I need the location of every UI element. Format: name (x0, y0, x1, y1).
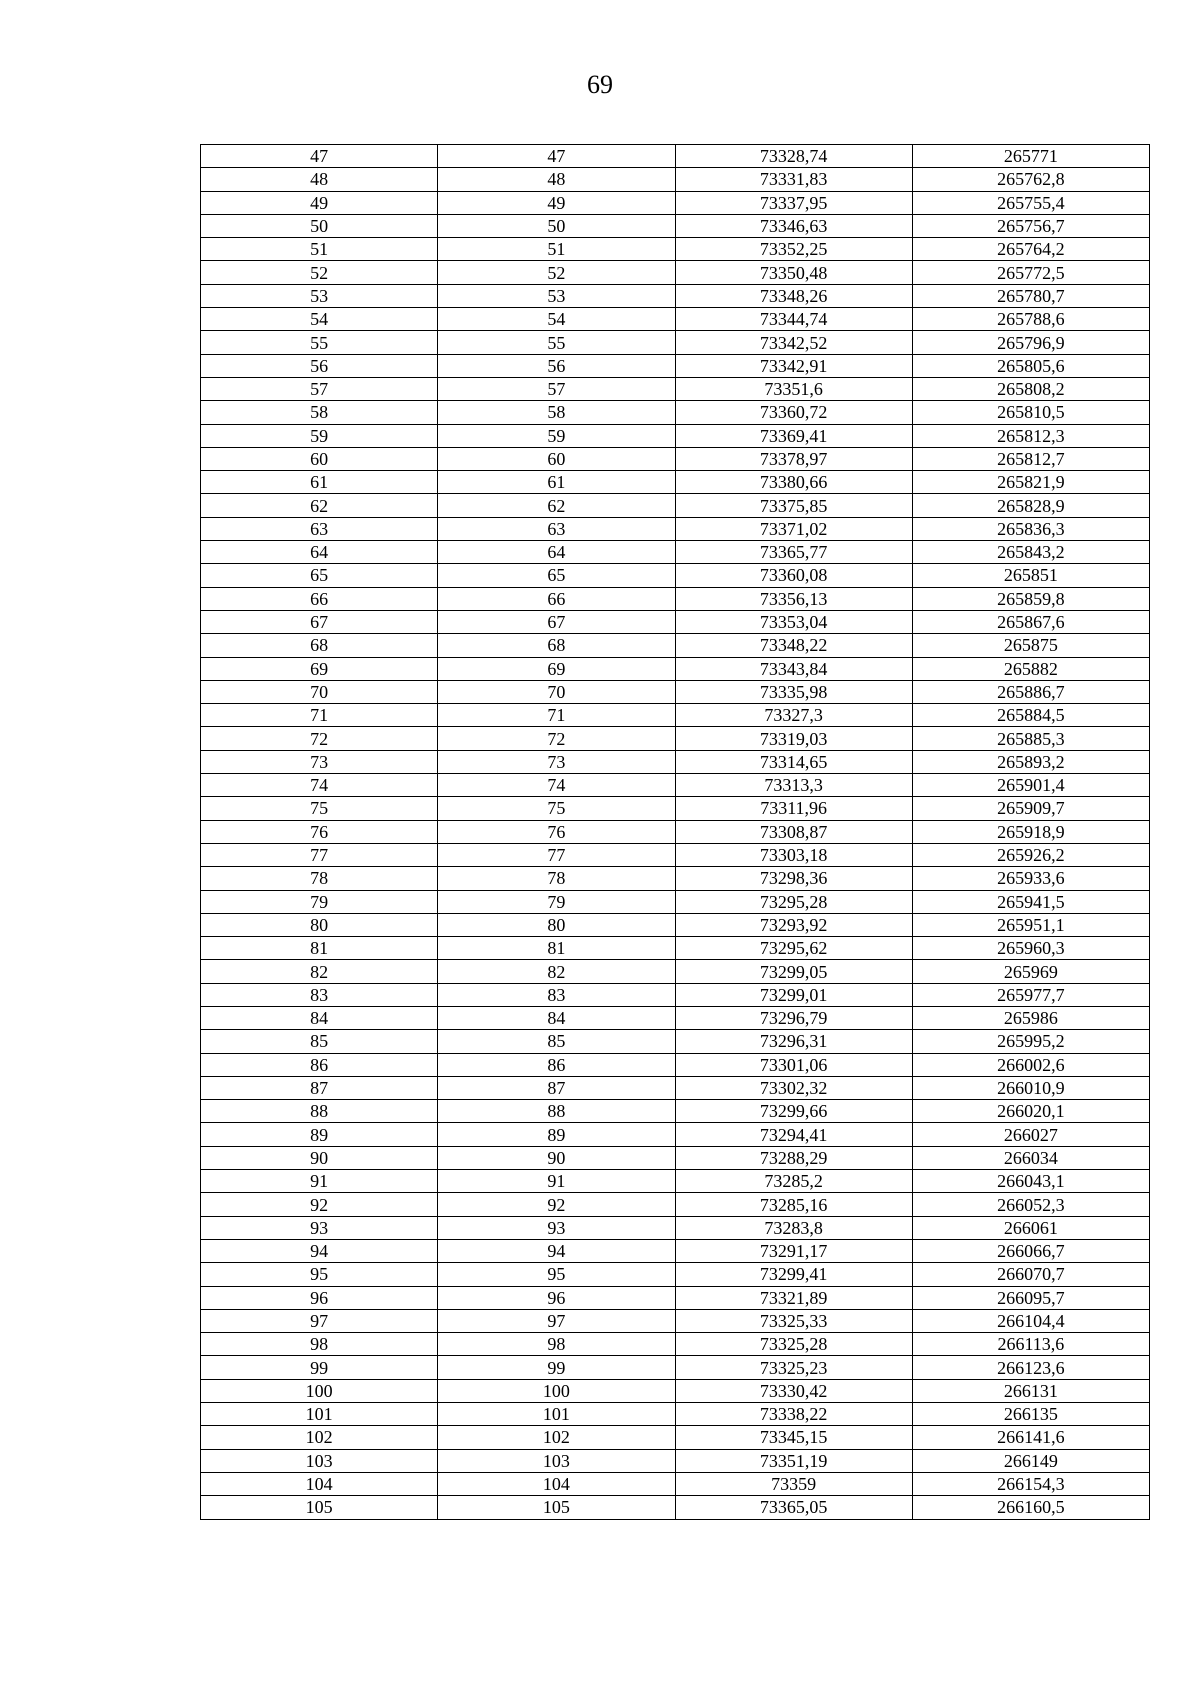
point-index-cell: 84 (438, 1006, 675, 1029)
point-number-cell: 54 (201, 308, 438, 331)
point-index-cell: 53 (438, 284, 675, 307)
x-coordinate-cell: 73369,41 (675, 424, 912, 447)
y-coordinate-cell: 265969 (912, 960, 1149, 983)
table-row (201, 960, 1150, 983)
point-number-cell: 66 (201, 587, 438, 610)
x-coordinate-cell: 73325,23 (675, 1356, 912, 1379)
point-index-cell: 80 (438, 913, 675, 936)
point-number-cell: 55 (201, 331, 438, 354)
table-row (201, 494, 1150, 517)
table-row (201, 1053, 1150, 1076)
table-row (201, 610, 1150, 633)
point-number-cell: 51 (201, 238, 438, 261)
point-number-cell: 88 (201, 1100, 438, 1123)
x-coordinate-cell: 73352,25 (675, 238, 912, 261)
point-number-cell: 64 (201, 541, 438, 564)
point-index-cell: 62 (438, 494, 675, 517)
point-index-cell: 100 (438, 1379, 675, 1402)
y-coordinate-cell: 265843,2 (912, 541, 1149, 564)
point-number-cell: 85 (201, 1030, 438, 1053)
point-number-cell: 48 (201, 168, 438, 191)
point-index-cell: 73 (438, 750, 675, 773)
point-index-cell: 104 (438, 1472, 675, 1495)
point-number-cell: 65 (201, 564, 438, 587)
y-coordinate-cell: 265836,3 (912, 517, 1149, 540)
y-coordinate-cell: 266141,6 (912, 1426, 1149, 1449)
x-coordinate-cell: 73325,33 (675, 1309, 912, 1332)
point-index-cell: 95 (438, 1263, 675, 1286)
y-coordinate-cell: 266020,1 (912, 1100, 1149, 1123)
point-number-cell: 81 (201, 937, 438, 960)
point-index-cell: 83 (438, 983, 675, 1006)
table-row (201, 284, 1150, 307)
point-number-cell: 47 (201, 145, 438, 168)
table-row (201, 1263, 1150, 1286)
point-number-cell: 68 (201, 634, 438, 657)
point-number-cell: 82 (201, 960, 438, 983)
table-row (201, 471, 1150, 494)
point-index-cell: 82 (438, 960, 675, 983)
point-number-cell: 99 (201, 1356, 438, 1379)
point-index-cell: 47 (438, 145, 675, 168)
point-number-cell: 71 (201, 704, 438, 727)
x-coordinate-cell: 73351,6 (675, 377, 912, 400)
y-coordinate-cell: 266135 (912, 1403, 1149, 1426)
table-row (201, 890, 1150, 913)
x-coordinate-cell: 73353,04 (675, 610, 912, 633)
point-index-cell: 87 (438, 1076, 675, 1099)
table-row (201, 1239, 1150, 1262)
table-row (201, 913, 1150, 936)
x-coordinate-cell: 73294,41 (675, 1123, 912, 1146)
point-index-cell: 93 (438, 1216, 675, 1239)
point-index-cell: 78 (438, 867, 675, 890)
y-coordinate-cell: 265796,9 (912, 331, 1149, 354)
x-coordinate-cell: 73288,29 (675, 1146, 912, 1169)
point-number-cell: 50 (201, 214, 438, 237)
x-coordinate-cell: 73285,16 (675, 1193, 912, 1216)
x-coordinate-cell: 73375,85 (675, 494, 912, 517)
table-row (201, 680, 1150, 703)
table-row (201, 331, 1150, 354)
y-coordinate-cell: 265762,8 (912, 168, 1149, 191)
x-coordinate-cell: 73283,8 (675, 1216, 912, 1239)
x-coordinate-cell: 73311,96 (675, 797, 912, 820)
y-coordinate-cell: 265933,6 (912, 867, 1149, 890)
table-row (201, 1100, 1150, 1123)
y-coordinate-cell: 265882 (912, 657, 1149, 680)
point-index-cell: 52 (438, 261, 675, 284)
x-coordinate-cell: 73360,08 (675, 564, 912, 587)
point-number-cell: 60 (201, 447, 438, 470)
y-coordinate-cell: 265893,2 (912, 750, 1149, 773)
point-number-cell: 72 (201, 727, 438, 750)
table-row (201, 774, 1150, 797)
table-row (201, 1123, 1150, 1146)
point-index-cell: 89 (438, 1123, 675, 1146)
x-coordinate-cell: 73346,63 (675, 214, 912, 237)
table-row (201, 937, 1150, 960)
y-coordinate-cell: 265995,2 (912, 1030, 1149, 1053)
point-number-cell: 105 (201, 1496, 438, 1519)
x-coordinate-cell: 73321,89 (675, 1286, 912, 1309)
table-row (201, 1216, 1150, 1239)
table-row (201, 1379, 1150, 1402)
y-coordinate-cell: 265805,6 (912, 354, 1149, 377)
table-row (201, 1403, 1150, 1426)
y-coordinate-cell: 265828,9 (912, 494, 1149, 517)
y-coordinate-cell: 265780,7 (912, 284, 1149, 307)
y-coordinate-cell: 265875 (912, 634, 1149, 657)
x-coordinate-cell: 73298,36 (675, 867, 912, 890)
y-coordinate-cell: 266070,7 (912, 1263, 1149, 1286)
y-coordinate-cell: 265771 (912, 145, 1149, 168)
point-number-cell: 86 (201, 1053, 438, 1076)
x-coordinate-cell: 73299,01 (675, 983, 912, 1006)
y-coordinate-cell: 266061 (912, 1216, 1149, 1239)
x-coordinate-cell: 73299,41 (675, 1263, 912, 1286)
point-number-cell: 59 (201, 424, 438, 447)
point-number-cell: 63 (201, 517, 438, 540)
point-number-cell: 49 (201, 191, 438, 214)
point-index-cell: 91 (438, 1170, 675, 1193)
point-index-cell: 86 (438, 1053, 675, 1076)
table-row (201, 1472, 1150, 1495)
y-coordinate-cell: 265756,7 (912, 214, 1149, 237)
x-coordinate-cell: 73380,66 (675, 471, 912, 494)
x-coordinate-cell: 73285,2 (675, 1170, 912, 1193)
table-row (201, 867, 1150, 890)
y-coordinate-cell: 266104,4 (912, 1309, 1149, 1332)
y-coordinate-cell: 266066,7 (912, 1239, 1149, 1262)
y-coordinate-cell: 266160,5 (912, 1496, 1149, 1519)
y-coordinate-cell: 265812,3 (912, 424, 1149, 447)
point-number-cell: 75 (201, 797, 438, 820)
x-coordinate-cell: 73308,87 (675, 820, 912, 843)
coordinates-table (200, 144, 1150, 1520)
y-coordinate-cell: 266123,6 (912, 1356, 1149, 1379)
point-index-cell: 88 (438, 1100, 675, 1123)
y-coordinate-cell: 265960,3 (912, 937, 1149, 960)
point-index-cell: 67 (438, 610, 675, 633)
y-coordinate-cell: 266043,1 (912, 1170, 1149, 1193)
x-coordinate-cell: 73314,65 (675, 750, 912, 773)
y-coordinate-cell: 265884,5 (912, 704, 1149, 727)
x-coordinate-cell: 73319,03 (675, 727, 912, 750)
table-row (201, 1006, 1150, 1029)
table-row (201, 1076, 1150, 1099)
table-row (201, 750, 1150, 773)
x-coordinate-cell: 73378,97 (675, 447, 912, 470)
point-index-cell: 55 (438, 331, 675, 354)
table-row (201, 308, 1150, 331)
x-coordinate-cell: 73371,02 (675, 517, 912, 540)
point-index-cell: 70 (438, 680, 675, 703)
point-number-cell: 77 (201, 843, 438, 866)
y-coordinate-cell: 266149 (912, 1449, 1149, 1472)
x-coordinate-cell: 73342,52 (675, 331, 912, 354)
point-number-cell: 83 (201, 983, 438, 1006)
table-row (201, 517, 1150, 540)
point-number-cell: 101 (201, 1403, 438, 1426)
x-coordinate-cell: 73313,3 (675, 774, 912, 797)
point-number-cell: 102 (201, 1426, 438, 1449)
table-row (201, 1170, 1150, 1193)
point-index-cell: 71 (438, 704, 675, 727)
table-row (201, 401, 1150, 424)
y-coordinate-cell: 266002,6 (912, 1053, 1149, 1076)
y-coordinate-cell: 266095,7 (912, 1286, 1149, 1309)
table-row (201, 1496, 1150, 1519)
table-row (201, 1333, 1150, 1356)
x-coordinate-cell: 73351,19 (675, 1449, 912, 1472)
point-index-cell: 72 (438, 727, 675, 750)
y-coordinate-cell: 265951,1 (912, 913, 1149, 936)
y-coordinate-cell: 265772,5 (912, 261, 1149, 284)
point-index-cell: 64 (438, 541, 675, 564)
y-coordinate-cell: 265941,5 (912, 890, 1149, 913)
point-index-cell: 61 (438, 471, 675, 494)
point-number-cell: 92 (201, 1193, 438, 1216)
table-row (201, 145, 1150, 168)
point-number-cell: 91 (201, 1170, 438, 1193)
point-number-cell: 103 (201, 1449, 438, 1472)
y-coordinate-cell: 265886,7 (912, 680, 1149, 703)
point-number-cell: 76 (201, 820, 438, 843)
point-index-cell: 75 (438, 797, 675, 820)
table-row (201, 447, 1150, 470)
point-index-cell: 66 (438, 587, 675, 610)
x-coordinate-cell: 73330,42 (675, 1379, 912, 1402)
point-index-cell: 77 (438, 843, 675, 866)
point-index-cell: 76 (438, 820, 675, 843)
point-number-cell: 98 (201, 1333, 438, 1356)
x-coordinate-cell: 73356,13 (675, 587, 912, 610)
table-row (201, 191, 1150, 214)
x-coordinate-cell: 73296,79 (675, 1006, 912, 1029)
y-coordinate-cell: 265909,7 (912, 797, 1149, 820)
point-index-cell: 54 (438, 308, 675, 331)
x-coordinate-cell: 73344,74 (675, 308, 912, 331)
point-index-cell: 99 (438, 1356, 675, 1379)
x-coordinate-cell: 73295,28 (675, 890, 912, 913)
table-row (201, 634, 1150, 657)
y-coordinate-cell: 266027 (912, 1123, 1149, 1146)
point-index-cell: 101 (438, 1403, 675, 1426)
point-index-cell: 68 (438, 634, 675, 657)
table-row (201, 377, 1150, 400)
table-row (201, 820, 1150, 843)
table-row (201, 797, 1150, 820)
table-row (201, 541, 1150, 564)
point-index-cell: 90 (438, 1146, 675, 1169)
point-index-cell: 103 (438, 1449, 675, 1472)
point-index-cell: 74 (438, 774, 675, 797)
point-index-cell: 69 (438, 657, 675, 680)
point-number-cell: 90 (201, 1146, 438, 1169)
x-coordinate-cell: 73301,06 (675, 1053, 912, 1076)
y-coordinate-cell: 265885,3 (912, 727, 1149, 750)
y-coordinate-cell: 266052,3 (912, 1193, 1149, 1216)
point-index-cell: 97 (438, 1309, 675, 1332)
point-index-cell: 79 (438, 890, 675, 913)
point-number-cell: 89 (201, 1123, 438, 1146)
point-number-cell: 84 (201, 1006, 438, 1029)
y-coordinate-cell: 265764,2 (912, 238, 1149, 261)
point-number-cell: 104 (201, 1472, 438, 1495)
point-index-cell: 59 (438, 424, 675, 447)
point-number-cell: 93 (201, 1216, 438, 1239)
x-coordinate-cell: 73348,26 (675, 284, 912, 307)
table-row (201, 1193, 1150, 1216)
y-coordinate-cell: 265808,2 (912, 377, 1149, 400)
table-row (201, 704, 1150, 727)
point-number-cell: 78 (201, 867, 438, 890)
point-number-cell: 53 (201, 284, 438, 307)
x-coordinate-cell: 73359 (675, 1472, 912, 1495)
point-number-cell: 52 (201, 261, 438, 284)
table-row (201, 1356, 1150, 1379)
x-coordinate-cell: 73296,31 (675, 1030, 912, 1053)
point-number-cell: 80 (201, 913, 438, 936)
x-coordinate-cell: 73348,22 (675, 634, 912, 657)
y-coordinate-cell: 266010,9 (912, 1076, 1149, 1099)
y-coordinate-cell: 266154,3 (912, 1472, 1149, 1495)
table-row (201, 1030, 1150, 1053)
point-index-cell: 94 (438, 1239, 675, 1262)
x-coordinate-cell: 73331,83 (675, 168, 912, 191)
point-index-cell: 63 (438, 517, 675, 540)
point-index-cell: 57 (438, 377, 675, 400)
y-coordinate-cell: 265926,2 (912, 843, 1149, 866)
point-index-cell: 48 (438, 168, 675, 191)
table-row (201, 354, 1150, 377)
y-coordinate-cell: 266034 (912, 1146, 1149, 1169)
table-row (201, 1426, 1150, 1449)
x-coordinate-cell: 73293,92 (675, 913, 912, 936)
table-row (201, 843, 1150, 866)
y-coordinate-cell: 265977,7 (912, 983, 1149, 1006)
x-coordinate-cell: 73343,84 (675, 657, 912, 680)
point-number-cell: 74 (201, 774, 438, 797)
point-number-cell: 56 (201, 354, 438, 377)
x-coordinate-cell: 73328,74 (675, 145, 912, 168)
x-coordinate-cell: 73302,32 (675, 1076, 912, 1099)
y-coordinate-cell: 265821,9 (912, 471, 1149, 494)
table-row (201, 564, 1150, 587)
x-coordinate-cell: 73325,28 (675, 1333, 912, 1356)
table-row (201, 168, 1150, 191)
point-index-cell: 102 (438, 1426, 675, 1449)
point-index-cell: 96 (438, 1286, 675, 1309)
y-coordinate-cell: 266131 (912, 1379, 1149, 1402)
table-row (201, 1286, 1150, 1309)
x-coordinate-cell: 73360,72 (675, 401, 912, 424)
point-number-cell: 70 (201, 680, 438, 703)
x-coordinate-cell: 73303,18 (675, 843, 912, 866)
point-number-cell: 67 (201, 610, 438, 633)
point-number-cell: 95 (201, 1263, 438, 1286)
y-coordinate-cell: 265859,8 (912, 587, 1149, 610)
point-number-cell: 73 (201, 750, 438, 773)
table-row (201, 727, 1150, 750)
point-number-cell: 87 (201, 1076, 438, 1099)
page-number: 69 (587, 70, 613, 99)
table-row (201, 657, 1150, 680)
x-coordinate-cell: 73299,05 (675, 960, 912, 983)
y-coordinate-cell: 266113,6 (912, 1333, 1149, 1356)
point-number-cell: 61 (201, 471, 438, 494)
point-number-cell: 79 (201, 890, 438, 913)
point-index-cell: 92 (438, 1193, 675, 1216)
table-row (201, 587, 1150, 610)
x-coordinate-cell: 73342,91 (675, 354, 912, 377)
point-number-cell: 57 (201, 377, 438, 400)
table-row (201, 1309, 1150, 1332)
y-coordinate-cell: 265851 (912, 564, 1149, 587)
x-coordinate-cell: 73350,48 (675, 261, 912, 284)
point-index-cell: 85 (438, 1030, 675, 1053)
x-coordinate-cell: 73335,98 (675, 680, 912, 703)
point-index-cell: 60 (438, 447, 675, 470)
point-index-cell: 98 (438, 1333, 675, 1356)
table-row (201, 261, 1150, 284)
x-coordinate-cell: 73327,3 (675, 704, 912, 727)
point-index-cell: 56 (438, 354, 675, 377)
y-coordinate-cell: 265788,6 (912, 308, 1149, 331)
table-row (201, 238, 1150, 261)
y-coordinate-cell: 265755,4 (912, 191, 1149, 214)
point-number-cell: 97 (201, 1309, 438, 1332)
point-index-cell: 58 (438, 401, 675, 424)
x-coordinate-cell: 73338,22 (675, 1403, 912, 1426)
y-coordinate-cell: 265867,6 (912, 610, 1149, 633)
point-index-cell: 105 (438, 1496, 675, 1519)
y-coordinate-cell: 265810,5 (912, 401, 1149, 424)
y-coordinate-cell: 265918,9 (912, 820, 1149, 843)
x-coordinate-cell: 73365,05 (675, 1496, 912, 1519)
table-row (201, 424, 1150, 447)
x-coordinate-cell: 73295,62 (675, 937, 912, 960)
point-index-cell: 49 (438, 191, 675, 214)
point-index-cell: 50 (438, 214, 675, 237)
table-row (201, 1146, 1150, 1169)
x-coordinate-cell: 73299,66 (675, 1100, 912, 1123)
y-coordinate-cell: 265986 (912, 1006, 1149, 1029)
table-row (201, 214, 1150, 237)
coordinates-table-body (201, 145, 1150, 1520)
table-row (201, 983, 1150, 1006)
y-coordinate-cell: 265812,7 (912, 447, 1149, 470)
table-row (201, 1449, 1150, 1472)
point-number-cell: 69 (201, 657, 438, 680)
x-coordinate-cell: 73337,95 (675, 191, 912, 214)
point-index-cell: 81 (438, 937, 675, 960)
point-number-cell: 100 (201, 1379, 438, 1402)
point-number-cell: 62 (201, 494, 438, 517)
point-index-cell: 51 (438, 238, 675, 261)
x-coordinate-cell: 73345,15 (675, 1426, 912, 1449)
x-coordinate-cell: 73291,17 (675, 1239, 912, 1262)
point-number-cell: 94 (201, 1239, 438, 1262)
y-coordinate-cell: 265901,4 (912, 774, 1149, 797)
point-number-cell: 96 (201, 1286, 438, 1309)
point-index-cell: 65 (438, 564, 675, 587)
x-coordinate-cell: 73365,77 (675, 541, 912, 564)
point-number-cell: 58 (201, 401, 438, 424)
